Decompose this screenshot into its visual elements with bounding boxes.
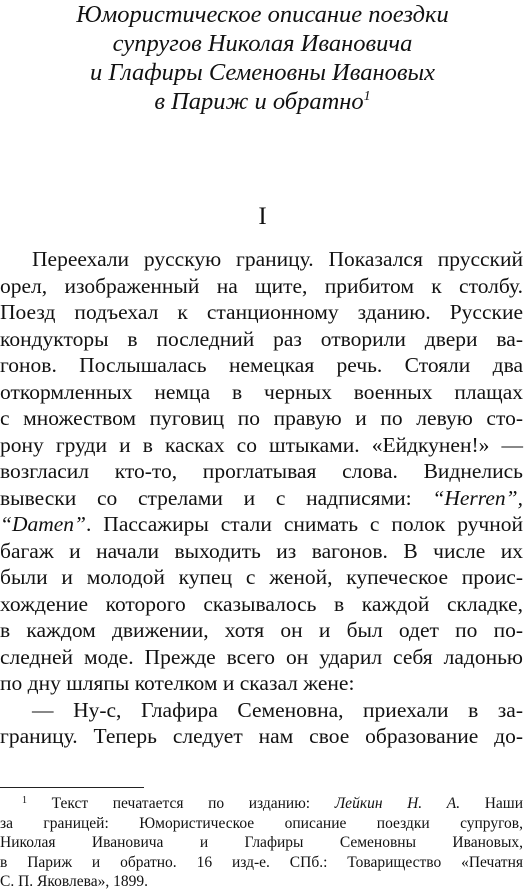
text-line: хождение которого сказывалось в каждой складке, (0, 591, 523, 616)
text-line (0, 511, 523, 538)
text-line: рону груди и в касках со штыками. «Ейдкунен!» — (0, 432, 523, 457)
body-text (0, 246, 523, 750)
text-line: границу. Теперь следует нам свое образование до- (0, 724, 523, 748)
heading-line: Юмористическое описание поездки (76, 1, 449, 28)
text-line: гонов. Послышалась немецкая речь. Стояли два (0, 353, 523, 377)
footnote-segment: Наши (484, 795, 523, 812)
text-segment: вывески со стрелами и с надписями: (0, 485, 412, 510)
text-line: с множеством пуговиц по правую и по левую сто- (0, 406, 523, 430)
heading-line: супругов Николая Ивановича (112, 30, 413, 57)
footnote-line: в Париж и обратно. 16 изд-е. СПб.: Товарищество «Печатня (0, 853, 523, 871)
footnote-author: Лейкин Н. А. (334, 795, 461, 812)
footnote-divider (0, 787, 144, 788)
text-line: орел, изображенный на щите, прибитом к столбу. (0, 273, 523, 298)
text-line: Переехали русскую границу. Показался прусский (32, 247, 523, 271)
footnote (0, 794, 523, 892)
heading-line (0, 87, 525, 116)
footnote-line: Николая Ивановича и Глафиры Семеновны Ивановых, (0, 834, 523, 851)
text-line: Поезд подъехал к станционному зданию. Русские (0, 300, 523, 324)
italic-term: “Herren”, (432, 485, 523, 510)
footnote-mark: 1 (22, 795, 27, 806)
footnote-line: за границей: Юмористическое описание поездки супругов, (0, 814, 523, 832)
text-line (0, 485, 523, 512)
text-line: следней моде. Прежде всего он ударил себя ладонью (0, 644, 523, 669)
chapter-heading (0, 0, 525, 116)
text-line: возгласил кто-то, проглатывая слова. Виднелись (0, 459, 523, 483)
heading-line-text: в Париж и обратно (154, 88, 364, 115)
text-segment: . Пассажиры стали снимать с полок ручной (86, 512, 523, 536)
text-line: были и молодой купец с женой, купеческое проис- (0, 565, 523, 589)
text-line: — Ну-с, Глафира Семеновна, приехали в за- (32, 697, 523, 722)
text-line: в каждом движении, хотя он и был одет по по- (0, 618, 523, 642)
footnote-line: С. П. Яковлева», 1899. (0, 873, 148, 890)
footnote-line (0, 794, 523, 814)
footnote-reference[interactable]: 1 (363, 89, 371, 104)
chapter-number: I (258, 203, 267, 230)
text-line: багаж и начали выходить из вагонов. В числе их (0, 538, 523, 563)
text-line: по дну шляпы котелком и сказал жене: (0, 671, 355, 695)
text-line: кондукторы в последний раз отворили двери ва- (0, 326, 523, 351)
footnote-segment: Текст печатается по изданию: (51, 795, 311, 812)
heading-line: и Глафиры Семеновны Ивановых (90, 59, 435, 86)
text-line: откормленных немца в черных военных плащах (0, 379, 523, 404)
italic-term: “Damen” (0, 512, 87, 536)
